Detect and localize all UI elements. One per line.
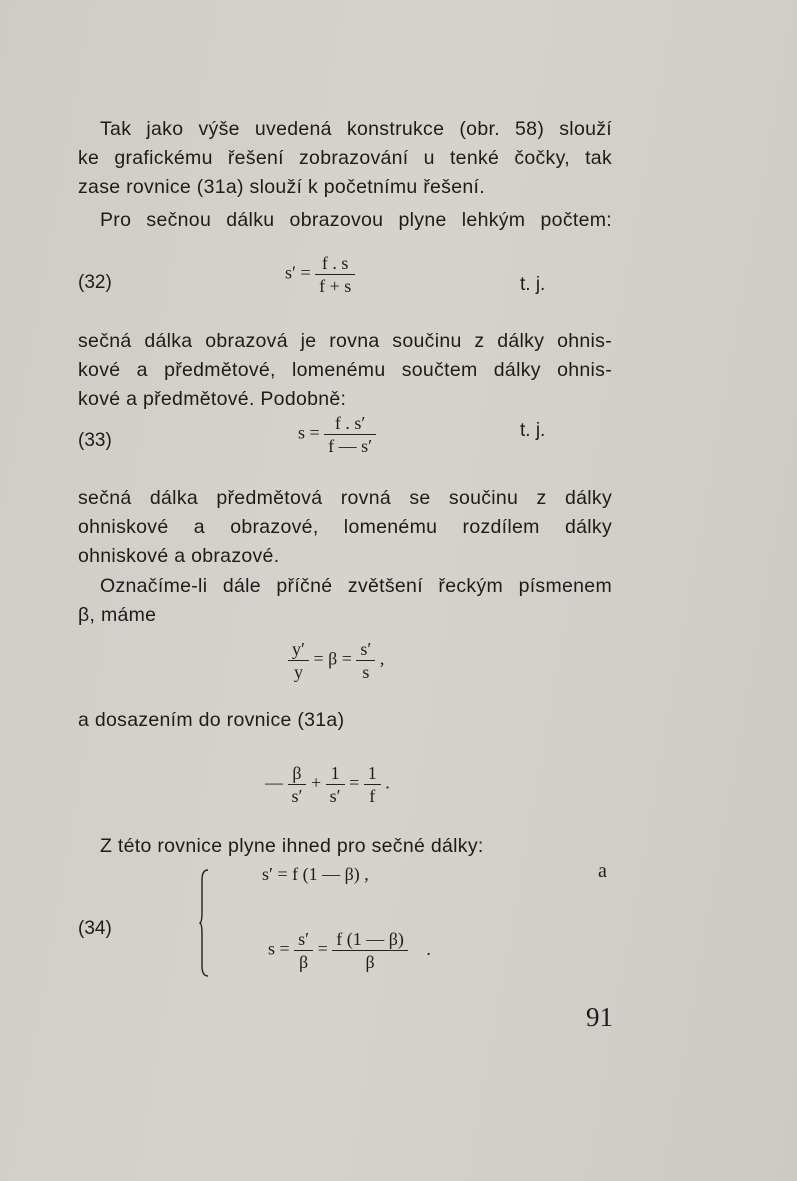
equation-label-32: (32): [78, 272, 112, 293]
equation-33-suffix: t. j.: [520, 420, 546, 441]
text-line: sečná dálka předmětová rovná se součinu z dálky: [78, 487, 612, 509]
numerator: 1: [330, 763, 340, 783]
paragraph-3: [78, 327, 612, 414]
text-line: a dosazením do rovnice (31a): [78, 709, 345, 731]
numerator: f . s′: [334, 413, 366, 433]
punctuation: .: [426, 938, 431, 959]
equation-32-suffix: t. j.: [520, 274, 546, 295]
fraction: [315, 252, 355, 297]
denominator: β: [332, 950, 408, 973]
fraction: [288, 638, 309, 683]
equation-32: [285, 252, 355, 297]
lens-equation: [265, 762, 390, 807]
punctuation: .: [385, 772, 390, 793]
text-line: ke grafickému řešení zobrazování u tenké čočky, tak: [78, 147, 612, 169]
denominator: s′: [288, 784, 307, 807]
paragraph-7: [78, 832, 612, 861]
fraction: [324, 412, 376, 457]
magnification-equation: [288, 638, 384, 683]
equation-lhs: s =: [298, 422, 320, 443]
paragraph-4: [78, 484, 612, 571]
text-line: kové a předmětové, lomenému součtem dálky ohnis-: [78, 359, 612, 381]
fraction: [356, 638, 375, 683]
equation-lhs: s′ =: [285, 262, 311, 283]
equation-label-33: (33): [78, 430, 112, 451]
paragraph-2: [78, 206, 612, 235]
fraction: [288, 762, 307, 807]
equation-34-line1: s′ = f (1 — β) ,: [262, 864, 369, 884]
equation-label-34: (34): [78, 918, 112, 939]
denominator: f + s: [315, 274, 355, 297]
fraction: [326, 762, 345, 807]
equation-lhs: s =: [268, 938, 290, 959]
denominator: y: [288, 660, 309, 683]
paragraph-1: [78, 115, 612, 202]
denominator: s: [356, 660, 375, 683]
punctuation: ,: [379, 648, 385, 669]
numerator: s′: [298, 929, 310, 949]
equation-middle: = β =: [313, 648, 352, 669]
equals-sign: =: [317, 938, 328, 959]
equation-34-a: a: [598, 860, 607, 882]
minus-sign: —: [265, 772, 283, 793]
denominator: f: [364, 784, 381, 807]
plus-sign: +: [310, 772, 322, 793]
fraction: [364, 762, 381, 807]
text-line: β, máme: [78, 604, 157, 626]
text-line: Označíme-li dále příčné zvětšení řeckým písmenem: [100, 575, 612, 597]
fraction: [332, 928, 408, 973]
denominator: β: [294, 950, 313, 973]
text-line: zase rovnice (31a) slouží k početnímu řešení.: [78, 176, 485, 198]
equation-33: [298, 412, 376, 457]
text-line: Pro sečnou dálku obrazovou plyne lehkým počtem:: [100, 209, 612, 231]
text-line: ohniskové a obrazové.: [78, 545, 280, 567]
numerator: f (1 — β): [336, 929, 404, 949]
denominator: f — s′: [324, 434, 376, 457]
fraction: [294, 928, 313, 973]
text-line: Tak jako výše uvedená konstrukce (obr. 58) slouží: [100, 118, 612, 140]
numerator: β: [292, 763, 302, 783]
numerator: s′: [360, 639, 372, 659]
numerator: 1: [367, 763, 377, 783]
equation-34-line2: [268, 928, 431, 973]
text-line: kové a předmětové. Podobně:: [78, 388, 347, 410]
equals-sign: =: [349, 772, 360, 793]
page-number: 91: [586, 1002, 613, 1032]
paragraph-5: [78, 572, 612, 630]
paragraph-6: [78, 706, 612, 735]
numerator: y′: [292, 639, 305, 659]
text-line: ohniskové a obrazové, lomenému rozdílem dálky: [78, 516, 612, 538]
denominator: s′: [326, 784, 345, 807]
left-brace-icon: [199, 868, 209, 978]
text-line: sečná dálka obrazová je rovna součinu z dálky ohnis-: [78, 330, 612, 352]
numerator: f . s: [321, 253, 349, 273]
text-line: Z této rovnice plyne ihned pro sečné dálky:: [100, 835, 484, 857]
